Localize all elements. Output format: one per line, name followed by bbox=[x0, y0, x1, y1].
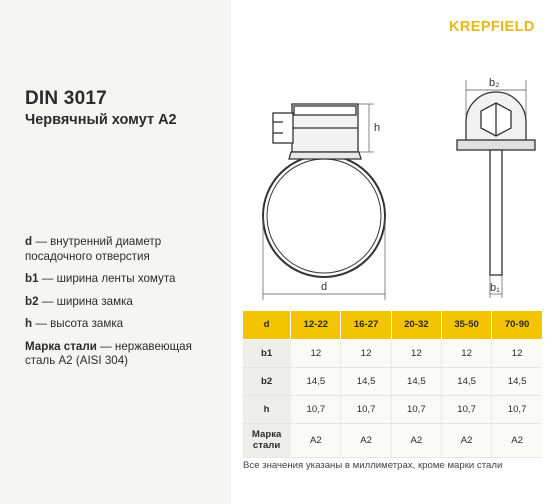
row-label: h bbox=[243, 395, 291, 423]
table-header-cell: 35-50 bbox=[441, 311, 491, 339]
dimensions-table bbox=[242, 311, 542, 458]
brand-logo: KREPFIELD bbox=[449, 19, 535, 35]
table-cell: 12 bbox=[492, 339, 542, 367]
table-cell: A2 bbox=[492, 423, 542, 457]
table-header-cell: 20-32 bbox=[391, 311, 441, 339]
band-front bbox=[490, 150, 502, 275]
legend-item-steel-grade bbox=[25, 340, 225, 369]
row-label: b1 bbox=[243, 339, 291, 367]
table-row bbox=[243, 367, 543, 395]
legend-text: — нержавеющая сталь A2 (AISI 304) bbox=[25, 339, 192, 367]
technical-drawing bbox=[231, 0, 560, 310]
legend-item-b2 bbox=[25, 295, 225, 310]
legend-text: — ширина ленты хомута bbox=[38, 272, 176, 285]
dim-label-b2: b₂ bbox=[489, 77, 500, 89]
legend-text: — внутренний диаметр посадочного отверстия bbox=[25, 235, 162, 263]
worm-screw-head bbox=[273, 113, 293, 143]
table-cell: 12 bbox=[291, 339, 341, 367]
legend-key: b2 bbox=[25, 294, 39, 308]
legend-key: b1 bbox=[25, 272, 39, 285]
product-standard-title: DIN 3017 bbox=[25, 88, 107, 109]
table-cell: 10,7 bbox=[291, 395, 341, 423]
table-header-cell: 16-27 bbox=[341, 311, 391, 339]
table-cell: A2 bbox=[291, 423, 341, 457]
dim-label-d: d bbox=[321, 281, 328, 293]
table-cell: 10,7 bbox=[341, 395, 391, 423]
side-view bbox=[263, 104, 385, 277]
legend-key: h bbox=[25, 317, 33, 330]
dim-label-h: h bbox=[374, 122, 381, 134]
table-header-cell: 70-90 bbox=[492, 311, 542, 339]
table-cell: A2 bbox=[441, 423, 491, 457]
table-row bbox=[243, 395, 543, 423]
table-cell: 14,5 bbox=[492, 367, 542, 395]
table-cell: 10,7 bbox=[492, 395, 542, 423]
band-top bbox=[289, 152, 361, 159]
product-name: Червячный хомут A2 bbox=[25, 112, 177, 128]
dimension-legend bbox=[25, 235, 225, 377]
dim-label-b1: b₁ bbox=[490, 282, 500, 294]
table-cell: 12 bbox=[441, 339, 491, 367]
front-view bbox=[457, 92, 535, 275]
table-cell: 12 bbox=[391, 339, 441, 367]
lock-flange bbox=[457, 140, 535, 150]
table-row bbox=[243, 423, 543, 457]
clamp-ring-outer bbox=[263, 155, 385, 277]
legend-item-b1 bbox=[25, 272, 225, 287]
table-cell: 10,7 bbox=[441, 395, 491, 423]
legend-key: Марка стали bbox=[25, 339, 97, 353]
table-cell: A2 bbox=[391, 423, 441, 457]
lock-housing-top bbox=[294, 106, 356, 115]
table-cell: 14,5 bbox=[441, 367, 491, 395]
table-header-cell: d bbox=[243, 311, 291, 339]
row-label: Марка стали bbox=[243, 423, 291, 457]
legend-text: — высота замка bbox=[32, 317, 124, 330]
clamp-ring-inner bbox=[267, 159, 381, 273]
table-cell: A2 bbox=[341, 423, 391, 457]
legend-item-h bbox=[25, 317, 225, 332]
table-cell: 12 bbox=[341, 339, 391, 367]
legend-key: d bbox=[25, 235, 33, 248]
table-header-row bbox=[243, 311, 543, 339]
units-footnote: Все значения указаны в миллиметрах, кроме марки стали bbox=[243, 460, 503, 471]
table-header-cell: 12-22 bbox=[291, 311, 341, 339]
row-label: b2 bbox=[243, 367, 291, 395]
table-row bbox=[243, 339, 543, 367]
legend-text: — ширина замка bbox=[38, 294, 133, 308]
legend-item-d bbox=[25, 235, 225, 264]
table-cell: 14,5 bbox=[291, 367, 341, 395]
table-cell: 14,5 bbox=[341, 367, 391, 395]
table-cell: 10,7 bbox=[391, 395, 441, 423]
table-cell: 14,5 bbox=[391, 367, 441, 395]
